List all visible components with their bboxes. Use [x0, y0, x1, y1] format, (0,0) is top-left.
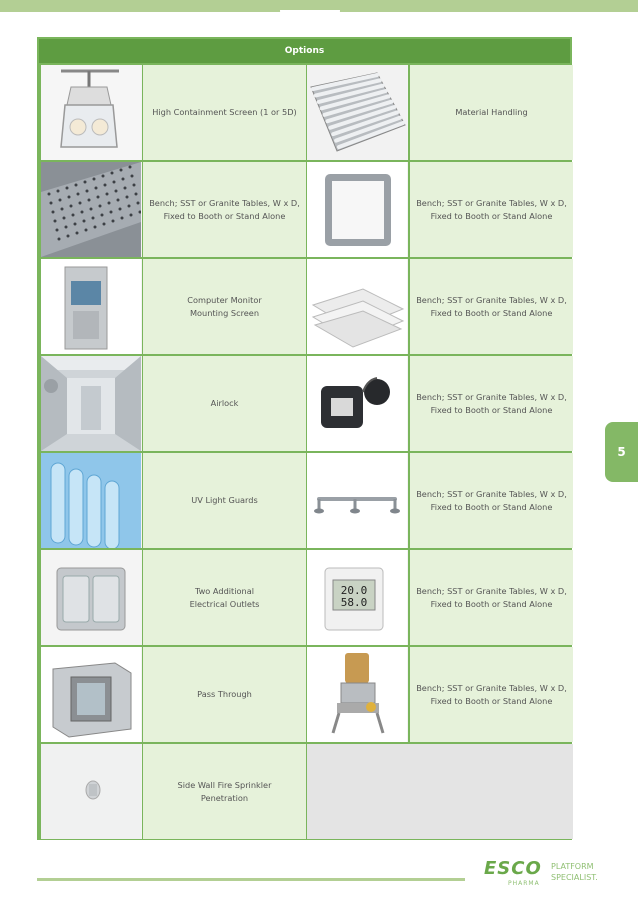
option-label: Computer Monitor Mounting Screen — [143, 259, 306, 354]
option-label: UV Light Guards — [143, 453, 306, 548]
options-table — [37, 37, 572, 840]
option-label: High Containment Screen (1 or 5D) — [143, 65, 306, 160]
filter-pads-icon — [307, 259, 408, 354]
option-label: Bench; SST or Granite Tables, W x D, Fixed to Booth or Stand Alone — [143, 162, 306, 257]
option-label: Two Additional Electrical Outlets — [143, 550, 306, 645]
option-label: Bench; SST or Granite Tables, W x D, Fixed to Booth or Stand Alone — [410, 162, 573, 257]
grab-rail-icon — [307, 453, 408, 548]
logo-tagline: PLATFORM SPECIALIST. — [551, 862, 598, 882]
esco-logo — [484, 858, 604, 892]
option-label: Side Wall Fire Sprinkler Penetration — [143, 744, 306, 839]
option-label: Bench; SST or Granite Tables, W x D, Fixed to Booth or Stand Alone — [410, 647, 573, 742]
logo-wordmark: ESCO — [484, 858, 542, 879]
section-tab[interactable]: 5 — [605, 422, 638, 482]
footer-line — [37, 878, 465, 881]
monitor-screen-icon — [41, 259, 142, 354]
containment-screen-icon — [41, 65, 142, 160]
logo-subtext: PHARMA — [508, 880, 540, 887]
pass-through-box-icon — [41, 647, 142, 742]
option-label: Pass Through — [143, 647, 306, 742]
uv-tubes-icon — [41, 453, 142, 548]
top-decor-notch — [280, 10, 340, 36]
option-label: Bench; SST or Granite Tables, W x D, Fixed to Booth or Stand Alone — [410, 550, 573, 645]
electrical-outlet-icon — [41, 550, 142, 645]
fire-sprinkler-icon — [41, 744, 142, 839]
hygrometer-temp-reading: 20.0 — [340, 584, 368, 597]
option-label: Airlock — [143, 356, 306, 451]
option-label: Bench; SST or Granite Tables, W x D, Fixed to Booth or Stand Alone — [410, 356, 573, 451]
network-socket-icon — [307, 356, 408, 451]
option-label: Bench; SST or Granite Tables, W x D, Fixed to Booth or Stand Alone — [410, 259, 573, 354]
roller-conveyor-icon — [307, 65, 408, 160]
hygrometer-humidity-reading: 58.0 — [340, 596, 368, 609]
option-label: Material Handling — [410, 65, 573, 160]
drum-lifter-icon — [307, 647, 408, 742]
options-header: Options — [39, 39, 570, 63]
option-label: Bench; SST or Granite Tables, W x D, Fixed to Booth or Stand Alone — [410, 453, 573, 548]
hygrometer-icon — [307, 550, 408, 645]
perforated-bench-icon — [41, 162, 142, 257]
empty-cell — [307, 744, 573, 839]
airlock-room-icon — [41, 356, 142, 451]
filter-frame-icon — [307, 162, 408, 257]
